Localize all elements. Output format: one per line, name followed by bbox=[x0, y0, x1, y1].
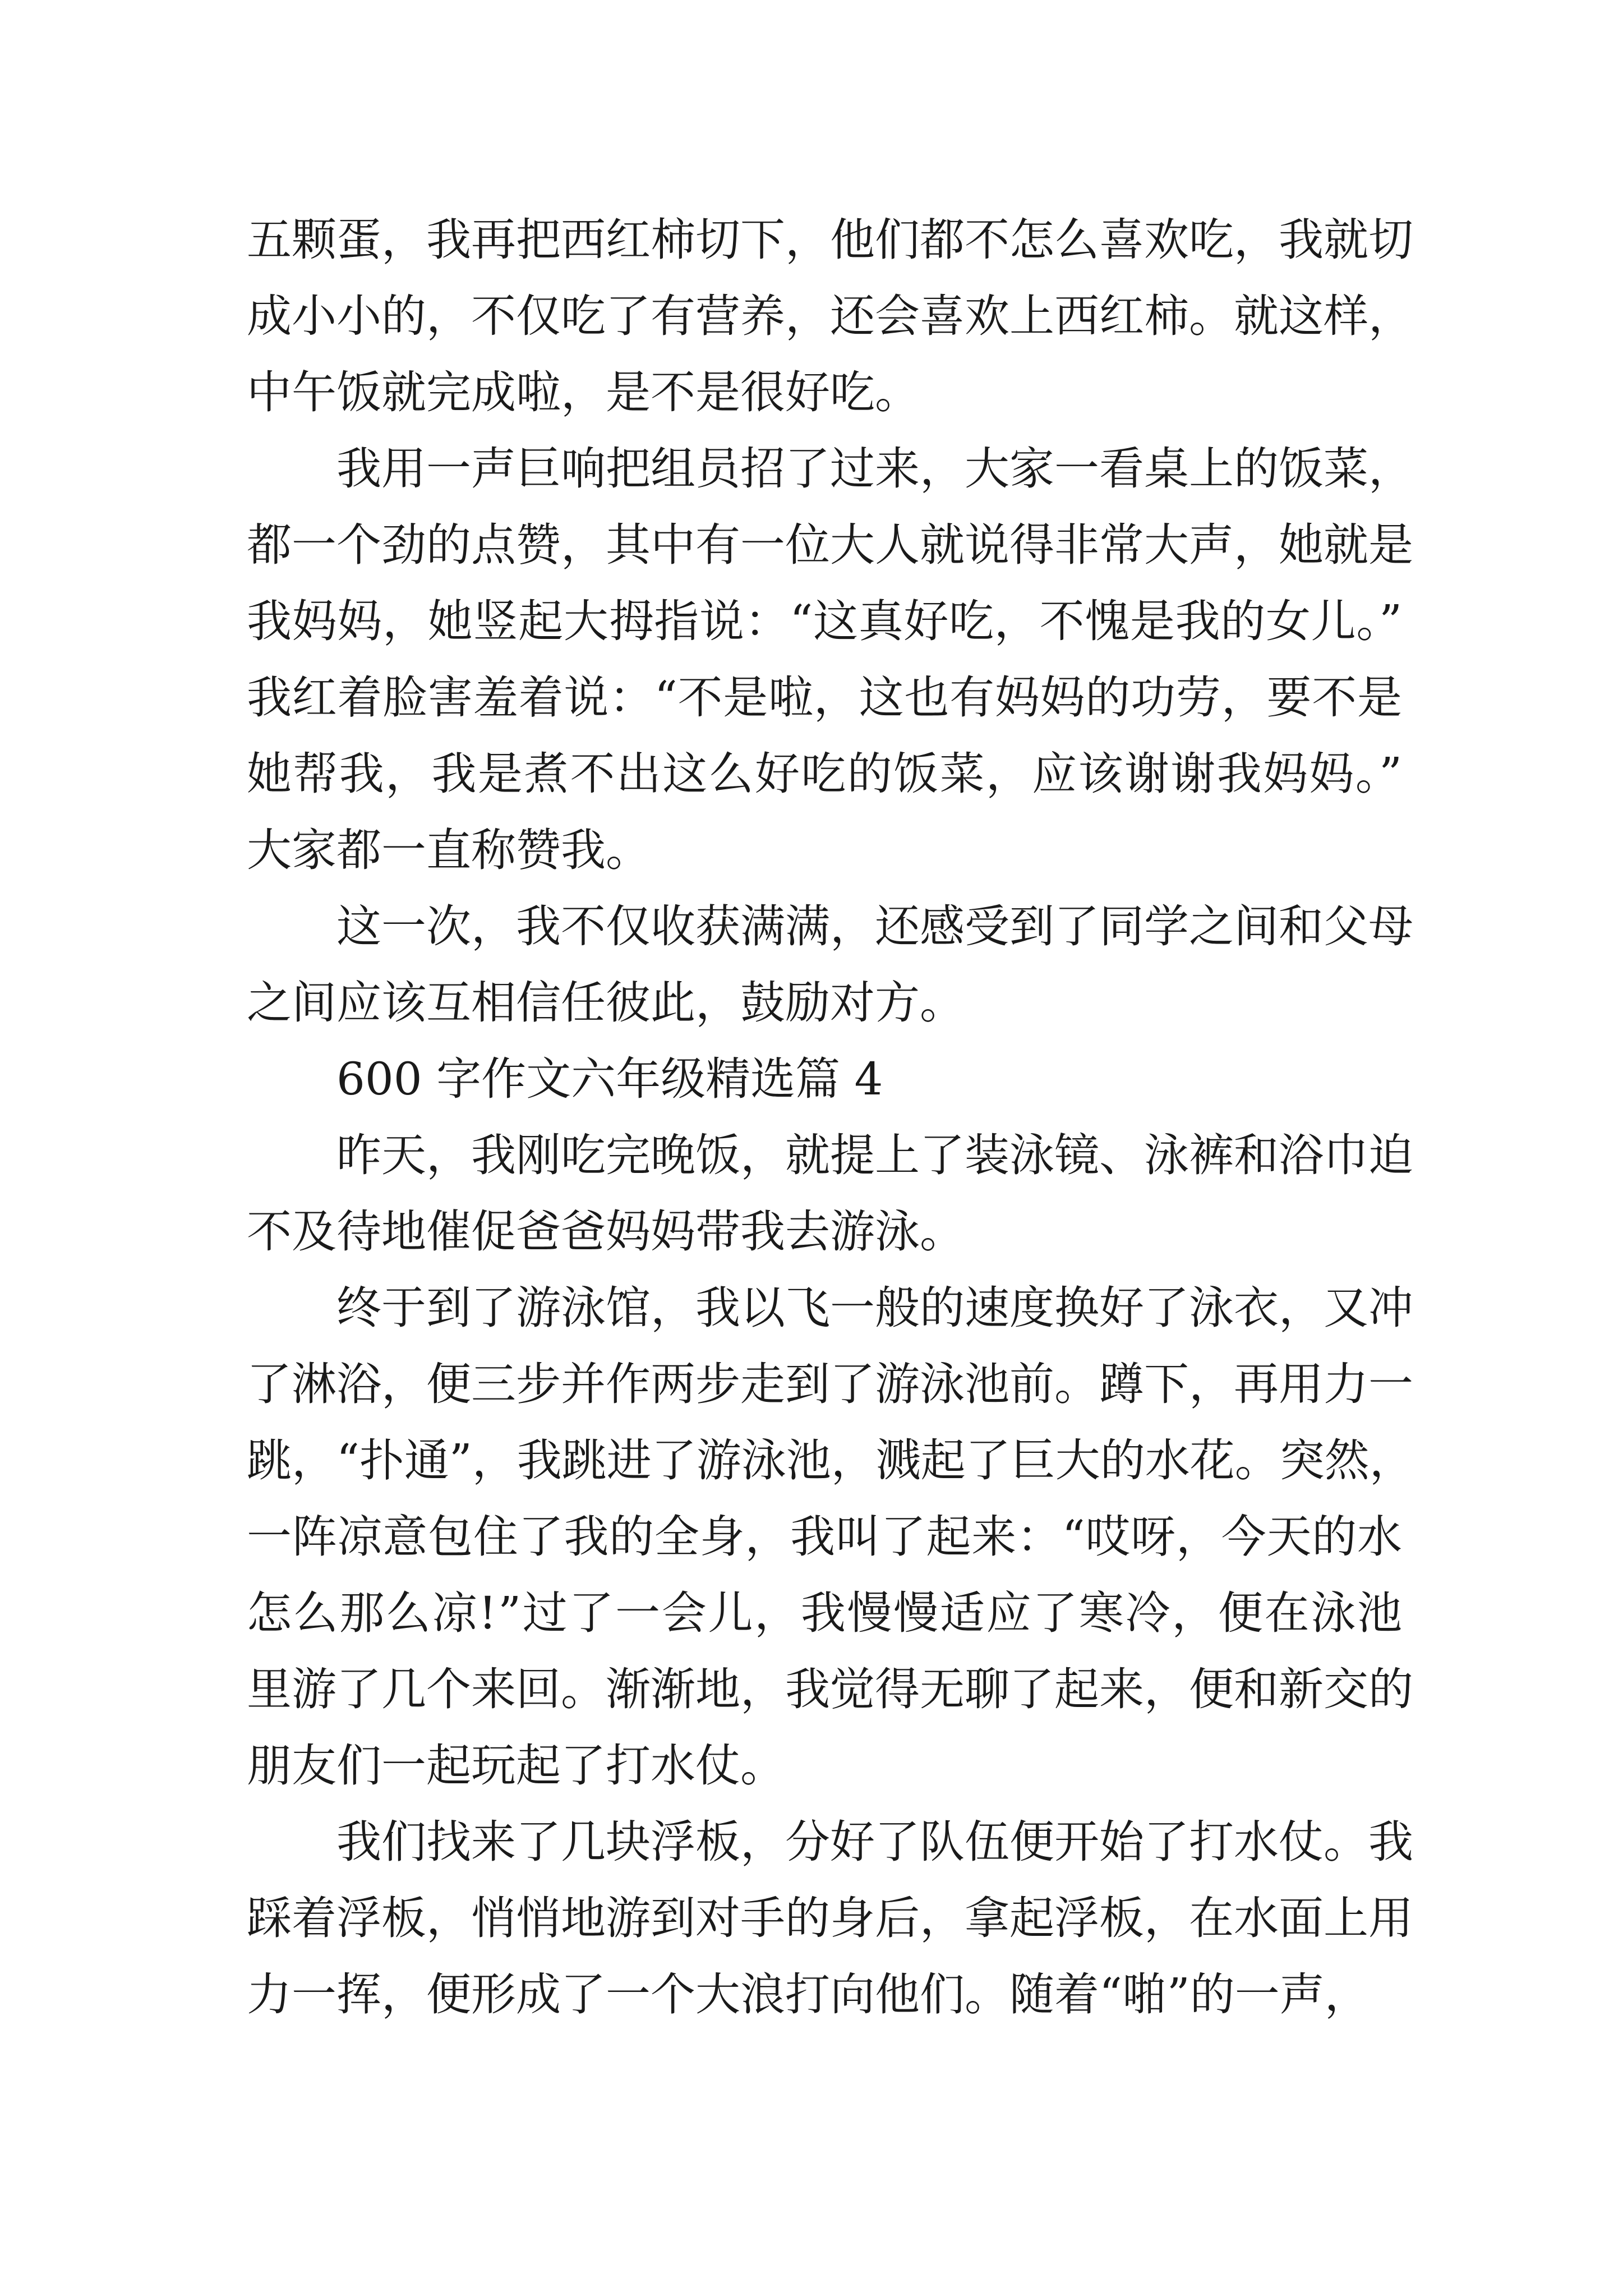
paragraph-first-line: 终于到了游泳馆，我以飞一般的速度换好了泳衣，又冲 bbox=[336, 1282, 1413, 1334]
text-line: 一阵凉意包住了我的全身，我叫了起来：“哎呀，今天的水 bbox=[247, 1511, 1403, 1563]
text-line: 怎么那么凉!”过了一会儿，我慢慢适应了寒冷，便在泳池 bbox=[247, 1587, 1404, 1639]
paragraph-first-line: 我用一声巨响把组员招了过来，大家一看桌上的饭菜， bbox=[336, 443, 1413, 495]
text-line: 踩着浮板，悄悄地游到对手的身后，拿起浮板，在水面上用 bbox=[247, 1892, 1413, 1944]
text-line: 我红着脸害羞着说：“不是啦，这也有妈妈的功劳，要不是 bbox=[247, 671, 1403, 724]
text-line: 之间应该互相信任彼此，鼓励对方。 bbox=[247, 977, 965, 1029]
text-line: 都一个劲的点赞，其中有一位大人就说得非常大声，她就是 bbox=[247, 519, 1413, 571]
text-line: 我妈妈，她竖起大拇指说：“这真好吃，不愧是我的女儿。” bbox=[247, 595, 1403, 647]
paragraph-first-line: 我们找来了几块浮板，分好了队伍便开始了打水仗。我 bbox=[336, 1816, 1413, 1868]
text-line: 她帮我，我是煮不出这么好吃的饭菜，应该谢谢我妈妈。” bbox=[247, 748, 1404, 800]
text-line: 了淋浴，便三步并作两步走到了游泳池前。蹲下，再用力一 bbox=[247, 1358, 1413, 1410]
text-line: 朋友们一起玩起了打水仗。 bbox=[247, 1740, 785, 1792]
body-text bbox=[247, 202, 1414, 2033]
text-line: 中午饭就完成啦，是不是很好吃。 bbox=[247, 366, 920, 418]
text-line: 跳，“扑通”，我跳进了游泳池，溅起了巨大的水花。突然， bbox=[247, 1434, 1414, 1487]
text-line: 成小小的，不仅吃了有营养，还会喜欢上西红柿。就这样， bbox=[247, 290, 1413, 342]
paragraph-first-line: 昨天，我刚吃完晚饭，就提上了装泳镜、泳裤和浴巾迫 bbox=[336, 1129, 1413, 1181]
text-line: 里游了几个来回。渐渐地，我觉得无聊了起来，便和新交的 bbox=[247, 1663, 1413, 1715]
text-line: 不及待地催促爸爸妈妈带我去游泳。 bbox=[247, 1205, 965, 1258]
text-line: 力一挥，便形成了一个大浪打向他们。随着“啪”的一声， bbox=[247, 1968, 1370, 2021]
paragraph-first-line: 这一次，我不仅收获满满，还感受到了同学之间和父母 bbox=[336, 900, 1413, 953]
text-line: 大家都一直称赞我。 bbox=[247, 824, 651, 876]
paragraph-first-line: 600 字作文六年级精选篇 4 bbox=[336, 1053, 883, 1105]
text-line: 五颗蛋，我再把西红柿切下，他们都不怎么喜欢吃，我就切 bbox=[247, 214, 1413, 266]
